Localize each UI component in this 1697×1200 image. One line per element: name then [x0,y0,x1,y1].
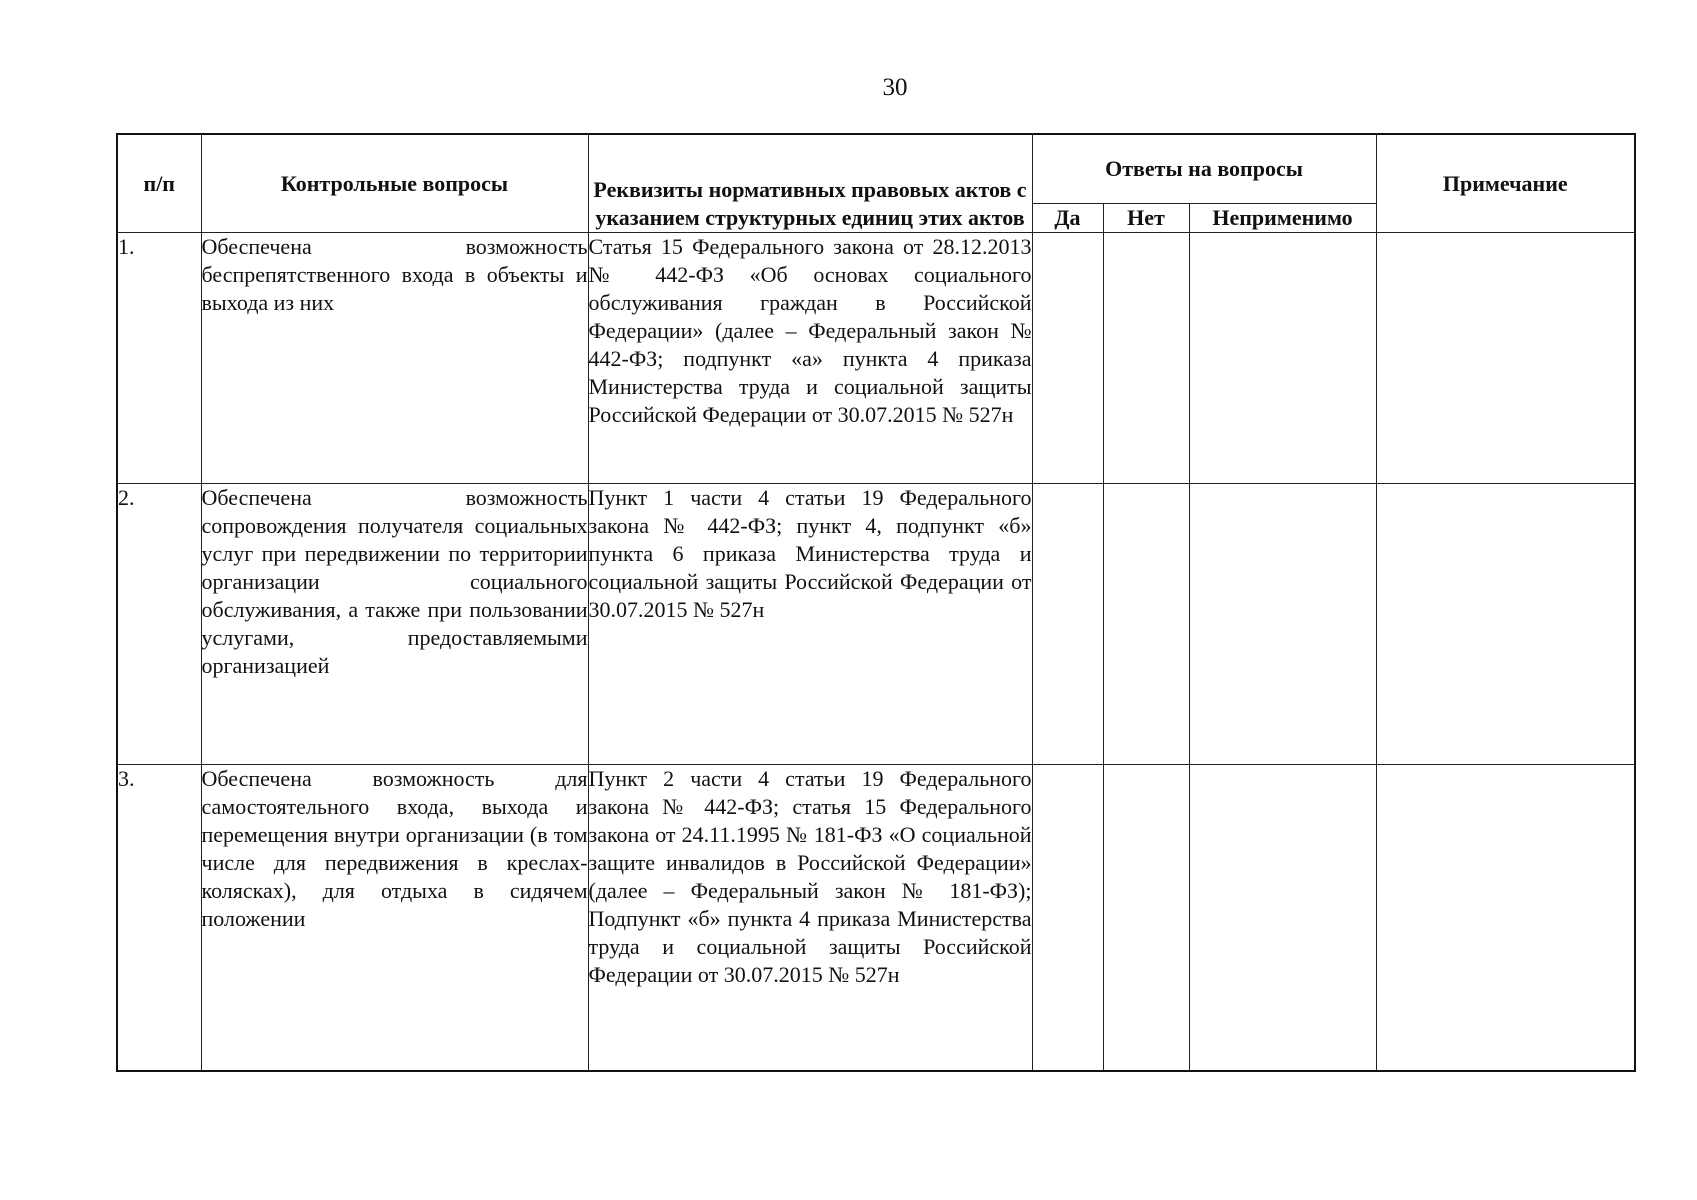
header-row [117,134,1635,204]
row-number: 3. [117,765,201,1072]
header-requisites: Реквизиты нормативных правовых актов с указанием структурных единиц этих актов [588,134,1032,233]
header-na: Неприменимо [1189,204,1376,233]
control-question: Обеспечена возможность для самостоятельного входа, выхода и перемещения внутри организации (в том числе для передвижения в креслах-колясках), для отдыха в сидячем положении [201,765,588,1072]
checklist-table [116,133,1636,1072]
answer-no-cell[interactable] [1103,484,1189,765]
answer-yes-cell[interactable] [1032,484,1103,765]
note-cell[interactable] [1376,233,1635,484]
header-no: Нет [1103,204,1189,233]
answer-na-cell[interactable] [1189,484,1376,765]
header-yes: Да [1032,204,1103,233]
answer-na-cell[interactable] [1189,233,1376,484]
control-question: Обеспечена возможность сопровождения получателя социальных услуг при передвижении по территории организации социального обслуживания, а также при пользовании услугами, предоставляемыми организацией [201,484,588,765]
header-answers: Ответы на вопросы [1032,134,1376,204]
answer-yes-cell[interactable] [1032,233,1103,484]
page-number: 30 [882,74,908,101]
note-cell[interactable] [1376,765,1635,1072]
answer-no-cell[interactable] [1103,233,1189,484]
answer-no-cell[interactable] [1103,765,1189,1072]
table-row [117,233,1635,484]
table-row [117,765,1635,1072]
note-cell[interactable] [1376,484,1635,765]
control-question: Обеспечена возможность беспрепятственного входа в объекты и выхода из них [201,233,588,484]
legal-requisites: Пункт 1 части 4 статьи 19 Федерального закона № 442-ФЗ; пункт 4, подпункт «б» пункта 6 приказа Министерства труда и социальной защиты Российской Федерации от 30.07.2015 № 527н [588,484,1032,765]
row-number: 1. [117,233,201,484]
header-note: Примечание [1376,134,1635,233]
answer-na-cell[interactable] [1189,765,1376,1072]
table-row [117,484,1635,765]
answer-yes-cell[interactable] [1032,765,1103,1072]
header-num: п/п [117,134,201,233]
legal-requisites: Статья 15 Федерального закона от 28.12.2013 № 442-ФЗ «Об основах социального обслуживания граждан в Российской Федерации» (далее – Федеральный закон № 442-ФЗ; подпункт «а» пункта 4 приказа Министерства труда и социальной защиты Российской Федерации от 30.07.2015 № 527н [588,233,1032,484]
legal-requisites: Пункт 2 части 4 статьи 19 Федерального закона № 442-ФЗ; статья 15 Федерального закона от 24.11.1995 № 181-ФЗ «О социальной защите инвалидов в Российской Федерации» (далее – Федеральный закон № 181-ФЗ); Подпункт «б» пункта 4 приказа Министерства труда и социальной защиты Российской Федерации от 30.07.2015 № 527н [588,765,1032,1072]
header-question: Контрольные вопросы [201,134,588,233]
row-number: 2. [117,484,201,765]
